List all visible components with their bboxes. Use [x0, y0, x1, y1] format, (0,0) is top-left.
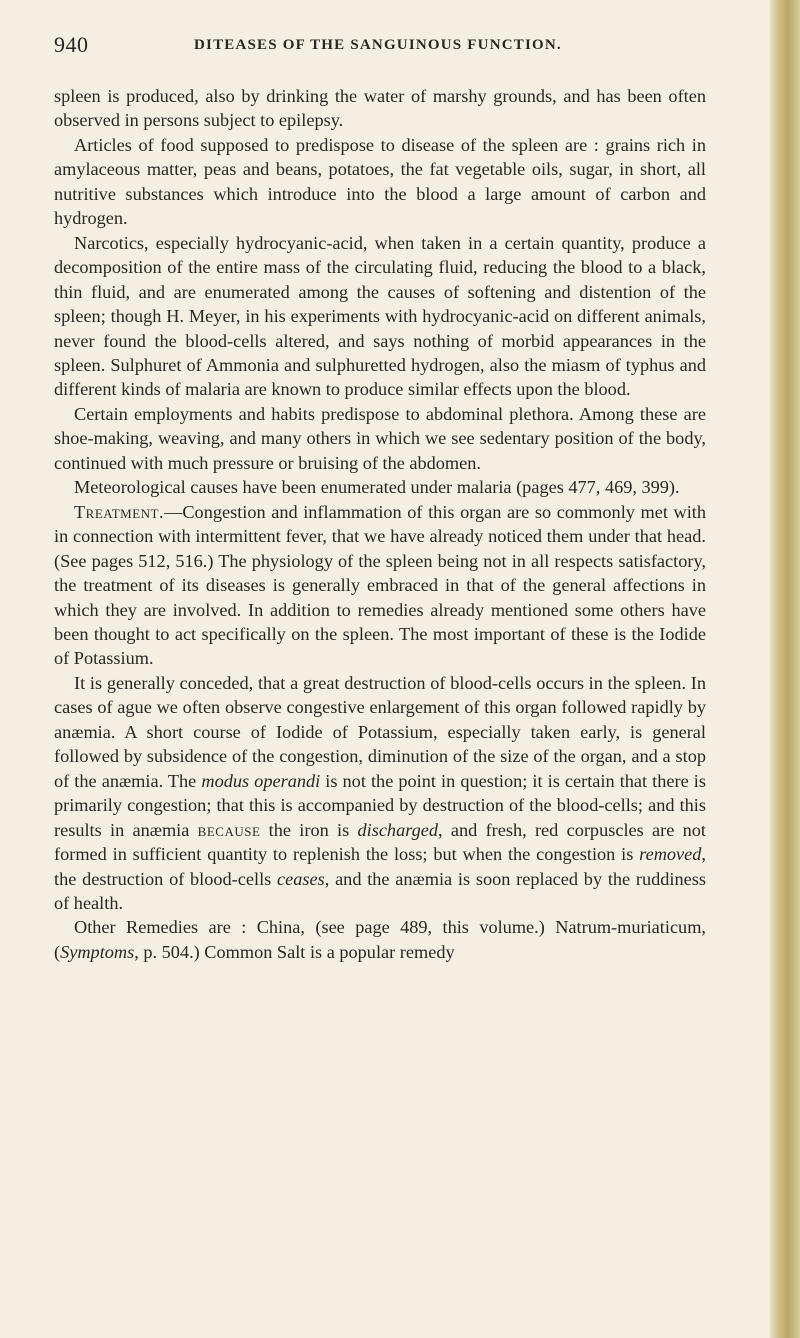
paragraph-text: It is generally conceded, that a great destruction of blood-cells occurs in the spleen. In cases of ague we often observe congestive enlargement of this organ followed rapidly by anæmia. A short course of Iodide of Potassium, especially taken early, is general followed by subsidence of the congestion, diminution of the size of the organ, and a stop of the anæmia. The: [54, 672, 706, 791]
paragraph-text: , the destruction of blood-cells: [54, 844, 706, 889]
section-lead-treatment: Treatment.: [74, 501, 165, 522]
paragraph-text: the iron is: [260, 819, 358, 840]
paragraph-text: —Congestion and inflammation of this organ are so commonly met with in connection with intermittent fever, that we have already noticed them under that head. (See pages 512, 516.) The physiology of the spleen being not in all respects satisfactory, the treatment of its diseases is generally embraced in that of the general affections in which they are involved. In addition to remedies already mentioned some others have been thought to act specifically on the spleen. The most important of these is the Iodide of Potassium.: [54, 501, 706, 669]
paragraph-text: , and fresh, red corpuscles are not formed in sufficient quantity to replenish the loss; but when the congestion is: [54, 819, 706, 865]
paragraph-treatment: [54, 500, 706, 671]
body-text: [54, 84, 706, 964]
paragraph-spleen-produced: [54, 84, 706, 133]
paragraph-text: Narcotics, especially hydrocyanic-acid, when taken in a certain quantity, produce a decomposition of the entire mass of the circulating fluid, reducing the blood to a black, thin fluid, and are enumerated among the causes of softening and distention of the spleen; though H. Meyer, in his experiments with hydrocyanic-acid on different animals, never found the blood-cells altered, and says nothing of morbid appearances in the spleen. Sulphuret of Ammonia and sulphuretted hydrogen, also the miasm of typhus and different kinds of malaria are known to produce similar effects upon the blood.: [54, 232, 706, 400]
paragraph-other-remedies: [54, 915, 706, 964]
page-edge-binding: [770, 0, 800, 1338]
paragraph-narcotics: [54, 231, 706, 402]
paragraph-text: Meteorological causes have been enumerated under malaria (pages 477, 469, 399).: [74, 477, 680, 498]
italic-term: removed: [639, 844, 702, 865]
italic-term: ceases: [277, 868, 325, 889]
paragraph-text: Certain employments and habits predispose to abdominal plethora. Among these are shoe-making, weaving, and many others in which we see sedentary position of the body, continued with much pressure or bruising of the abdomen.: [54, 403, 706, 473]
paragraph-text: is not the point in question; it is certain that there is primarily congestion; that this is accompanied by destruction of the blood-cells; and this results in anæmia: [54, 770, 706, 840]
italic-term: Symptoms: [60, 941, 135, 962]
paragraph-text: Articles of food supposed to predispose to disease of the spleen are : grains rich in amylaceous matter, peas and beans, potatoes, the fat vegetable oils, sugar, in short, all nutritive substances which introduce into the blood a large amount of carbon and hydrogen.: [54, 134, 706, 229]
page-number: 940: [54, 32, 89, 57]
paragraph-text: spleen is produced, also by drinking the water of marshy grounds, and has been often observed in persons subject to epilepsy.: [54, 86, 706, 131]
paragraph-text: Other Remedies are : China, (see page 489, this volume.) Natrum-muriaticum, (: [54, 917, 706, 962]
paragraph-text: , p. 504.) Common Salt is a popular remedy: [134, 941, 455, 962]
paragraph-text: , and the anæmia is soon replaced by the ruddiness of health.: [54, 868, 706, 913]
small-caps-term: because: [197, 819, 261, 840]
italic-term: modus operandi: [201, 770, 321, 791]
paragraph-employments: [54, 402, 706, 475]
italic-term: discharged: [357, 819, 439, 840]
paragraph-meteorological: [54, 475, 706, 499]
paragraph-destruction-blood-cells: [54, 671, 706, 916]
running-head-title: DITEASES OF THE SANGUINOUS FUNCTION.: [194, 37, 562, 53]
running-head: [54, 32, 714, 60]
paragraph-articles-of-food: [54, 133, 706, 231]
